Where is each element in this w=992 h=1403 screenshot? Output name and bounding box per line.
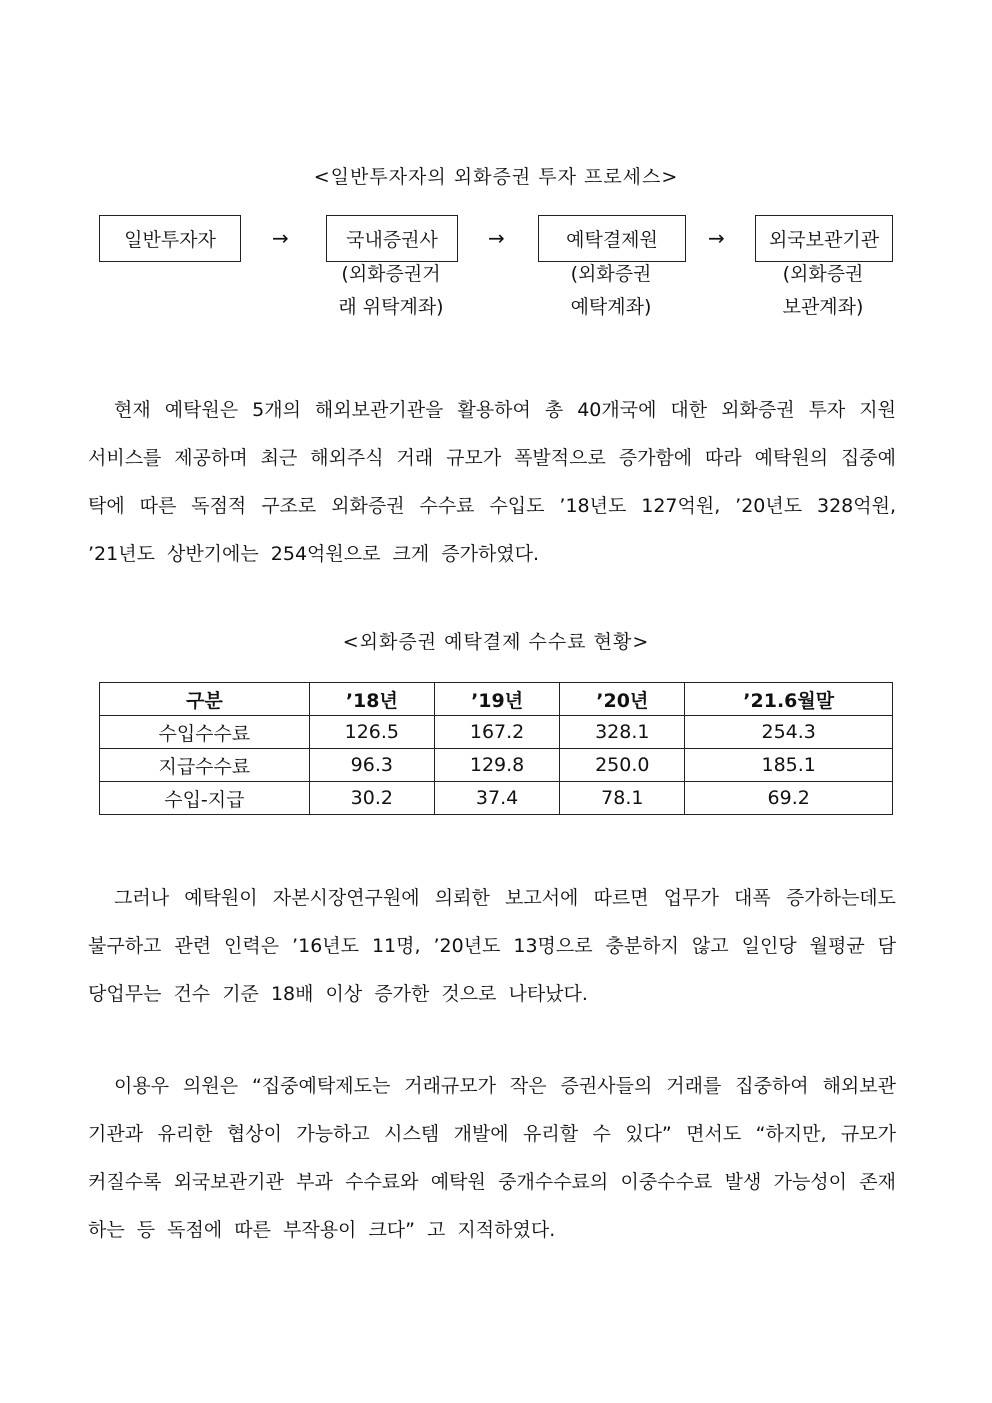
- arrow-icon: →: [488, 226, 505, 250]
- table-cell: 167.2: [434, 716, 559, 749]
- table-cell: 37.4: [434, 782, 559, 815]
- table-title: <외화증권 예탁결제 수수료 현황>: [342, 631, 650, 653]
- step-box-ksd: 예탁결제원: [538, 215, 686, 262]
- step-box-investor: 일반투자자: [99, 215, 241, 262]
- table-cell: 수입수수료: [100, 716, 310, 749]
- header-cell: ’20년: [560, 683, 685, 716]
- table-cell: 수입-지급: [100, 782, 310, 815]
- paragraph-2: [88, 874, 896, 1018]
- table-cell: 지급수수료: [100, 749, 310, 782]
- table-cell: 96.3: [309, 749, 434, 782]
- arrow-icon: →: [272, 226, 289, 250]
- paragraph-text: 이용우 의원은 “집중예탁제도는 거래규모가 작은 증권사들의 거래를 집중하여 해외보관기관과 유리한 협상이 가능하고 시스템 개발에 유리할 수 있다” 면서도 “하지만, 규모가 커질수록 외국보관기관 부과 수수료와 예탁원 중개수수료의 이중수수료 발생 가능성이 존재하는 등 독점에 따른 부작용이 크다” 고 지적하였다.: [88, 1075, 896, 1241]
- fee-table: [99, 682, 893, 815]
- table-header-row: [100, 683, 893, 716]
- process-title: <일반투자자의 외화증권 투자 프로세스>: [313, 166, 679, 188]
- step-sub-foreign-custodian: [748, 258, 898, 324]
- header-cell: ’18년: [309, 683, 434, 716]
- paragraph-text: 현재 예탁원은 5개의 해외보관기관을 활용하여 총 40개국에 대한 외화증권 투자 지원 서비스를 제공하며 최근 해외주식 거래 규모가 폭발적으로 증가함에 따라 예탁원의 집중예탁에 따른 독점적 구조로 외화증권 수수료 수입도 ’18년도 127억원, ’20년도 328억원, ’21년도 상반기에는 254억원으로 크게 증가하였다.: [88, 399, 896, 565]
- table-cell: 126.5: [309, 716, 434, 749]
- table-cell: 78.1: [560, 782, 685, 815]
- table-cell: 328.1: [560, 716, 685, 749]
- table-cell: 69.2: [685, 782, 893, 815]
- table-row: [100, 782, 893, 815]
- step-sub-domestic-broker: [316, 258, 466, 324]
- sub-line: (외화증권거: [341, 263, 441, 285]
- header-cell: ’21.6월말: [685, 683, 893, 716]
- paragraph-1: [88, 386, 896, 578]
- sub-line: 래 위탁계좌): [338, 296, 444, 318]
- table-cell: 250.0: [560, 749, 685, 782]
- table-cell: 129.8: [434, 749, 559, 782]
- sub-line: (외화증권: [782, 263, 864, 285]
- table-cell: 30.2: [309, 782, 434, 815]
- paragraph-text: 그러나 예탁원이 자본시장연구원에 의뢰한 보고서에 따르면 업무가 대폭 증가하는데도 불구하고 관련 인력은 ’16년도 11명, ’20년도 13명으로 충분하지 않고 일인당 월평균 담당업무는 건수 기준 18배 이상 증가한 것으로 나타났다.: [88, 887, 896, 1005]
- header-cell: ’19년: [434, 683, 559, 716]
- paragraph-3: [88, 1062, 896, 1254]
- table-cell: 185.1: [685, 749, 893, 782]
- table-row: [100, 716, 893, 749]
- step-sub-ksd: [536, 258, 686, 324]
- table-row: [100, 749, 893, 782]
- sub-line: 보관계좌): [782, 296, 864, 318]
- step-box-domestic-broker: 국내증권사: [326, 215, 458, 262]
- arrow-icon: →: [708, 226, 725, 250]
- table-cell: 254.3: [685, 716, 893, 749]
- header-cell: 구분: [100, 683, 310, 716]
- step-box-foreign-custodian: 외국보관기관: [755, 215, 893, 262]
- sub-line: (외화증권: [570, 263, 652, 285]
- sub-line: 예탁계좌): [570, 296, 652, 318]
